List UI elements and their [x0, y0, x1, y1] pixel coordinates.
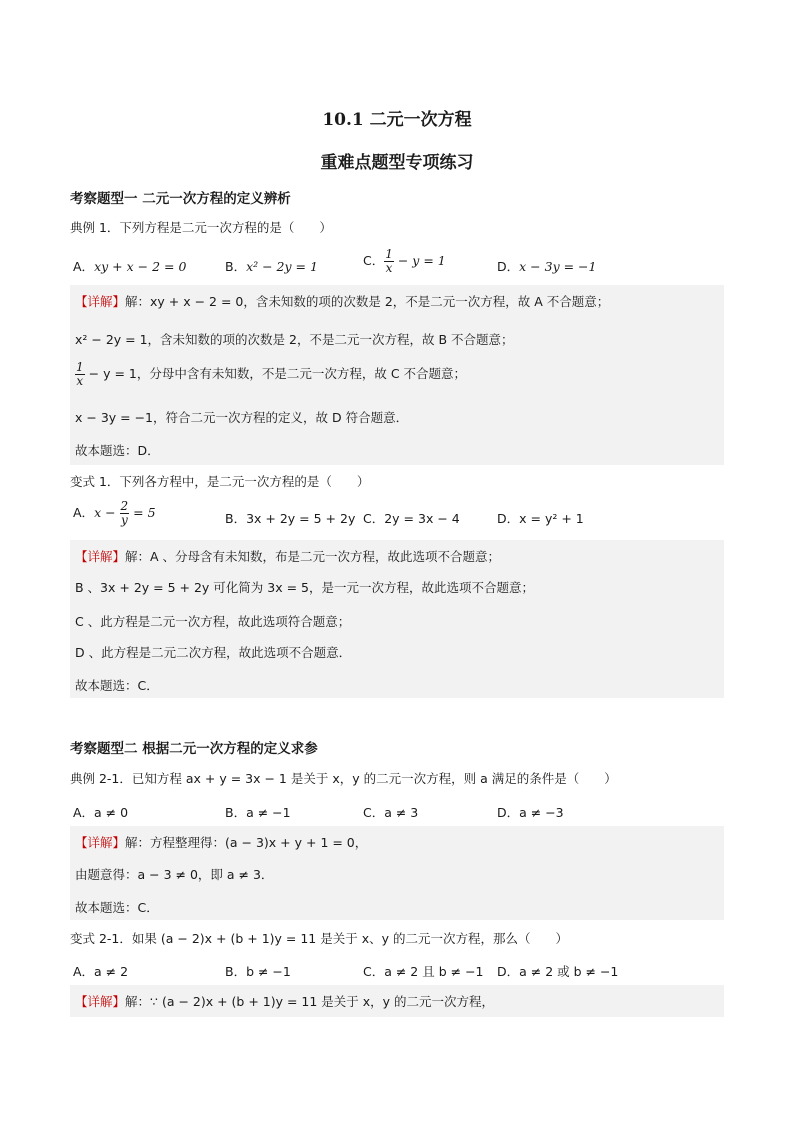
ex2-option-b: B．a ≠ −1	[225, 805, 291, 820]
ex2-solution-line1: 【详解】解：方程整理得：(a − 3)x + y + 1 = 0，	[75, 835, 368, 850]
ex2-option-c: C．a ≠ 3	[363, 805, 419, 820]
ex2-solution-line3: 故本题选：C．	[75, 900, 159, 915]
var1-solution-line1: 【详解】解：A 、分母含有未知数，布是二元一次方程，故此选项不合题意；	[75, 549, 501, 564]
var2-option-b: B．b ≠ −1	[225, 964, 291, 979]
ex2-option-d: D．a ≠ −3	[497, 805, 564, 820]
ex2-solution-line2: 由题意得：a − 3 ≠ 0，即 a ≠ 3．	[75, 867, 274, 882]
ex1-question: 典例 1．下列方程是二元一次方程的是（ ）	[70, 220, 332, 235]
var1-question: 变式 1．下列各方程中，是二元一次方程的是（ ）	[70, 474, 370, 489]
fraction-2-over-y: $\frac{2}{y}$	[120, 499, 129, 527]
ex1-solution-line5: 故本题选：D．	[75, 443, 160, 458]
var2-option-a: A．a ≠ 2	[73, 964, 129, 979]
ex1-solution-line1: 【详解】解：xy + x − 2 = 0，含未知数的项的次数是 2，不是二元一次方程，故 A 不合题意；	[75, 294, 610, 309]
ex1-solution-line3: $\frac{1}{x}$ − y = 1，分母中含有未知数，不是二元一次方程，故 C 不合题意；	[76, 360, 467, 388]
ex1-option-d: D．x − 3y = −1	[497, 259, 597, 274]
var1-solution-line3: C 、此方程是二元一次方程，故此选项符合题意；	[75, 614, 351, 629]
ex2-solution-box	[70, 826, 724, 920]
ex2-option-a: A．a ≠ 0	[73, 805, 129, 820]
var2-solution-line1: 【详解】解：∵ (a − 2)x + (b + 1)y = 11 是关于 x，y 的二元一次方程，	[75, 994, 495, 1009]
page-title: 10.1 二元一次方程	[322, 110, 472, 130]
ex1-option-c: C． $\frac{1}{x}$ − y = 1	[363, 247, 446, 275]
var2-option-c: C．a ≠ 2 且 b ≠ −1	[363, 964, 484, 979]
var1-solution-line4: D 、此方程是二元二次方程，故此选项不合题意．	[75, 645, 352, 660]
var1-option-c: C．2y = 3x − 4	[363, 511, 460, 526]
var2-option-d: D．a ≠ 2 或 b ≠ −1	[497, 964, 619, 979]
var1-solution-line5: 故本题选：C．	[75, 678, 159, 693]
section2-heading: 考察题型二 根据二元一次方程的定义求参	[70, 741, 318, 757]
var1-option-a: A．x − $\frac{2}{y}$ = 5	[73, 499, 156, 527]
var1-solution-line2: B 、3x + 2y = 5 + 2y 可化简为 3x = 5，是一元一次方程，故此选项不合题意；	[75, 580, 534, 595]
var2-solution-box	[70, 985, 724, 1017]
var1-option-d: D．x = y² + 1	[497, 511, 584, 526]
var1-option-b: B．3x + 2y = 5 + 2y	[225, 511, 356, 526]
ex1-option-a: A．xy + x − 2 = 0	[73, 259, 187, 274]
fraction-1-over-x: $\frac{1}{x}$	[385, 247, 393, 275]
ex1-solution-line2: x² − 2y = 1，含未知数的项的次数是 2，不是二元一次方程，故 B 不合题意；	[75, 332, 514, 347]
ex1-solution-box	[70, 285, 724, 465]
var1-solution-box	[70, 540, 724, 698]
var2-question: 变式 2-1．如果 (a − 2)x + (b + 1)y = 11 是关于 x、y 的二元一次方程，那么（ ）	[70, 931, 568, 946]
ex2-question: 典例 2-1．已知方程 ax + y = 3x − 1 是关于 x，y 的二元一次方程，则 a 满足的条件是（ ）	[70, 771, 617, 786]
section1-heading: 考察题型一 二元一次方程的定义辨析	[70, 191, 291, 207]
page-subtitle: 重难点题型专项练习	[320, 153, 474, 173]
ex1-option-b: B．x² − 2y = 1	[225, 259, 318, 274]
ex1-solution-line4: x − 3y = −1，符合二元一次方程的定义，故 D 符合题意．	[75, 410, 409, 425]
